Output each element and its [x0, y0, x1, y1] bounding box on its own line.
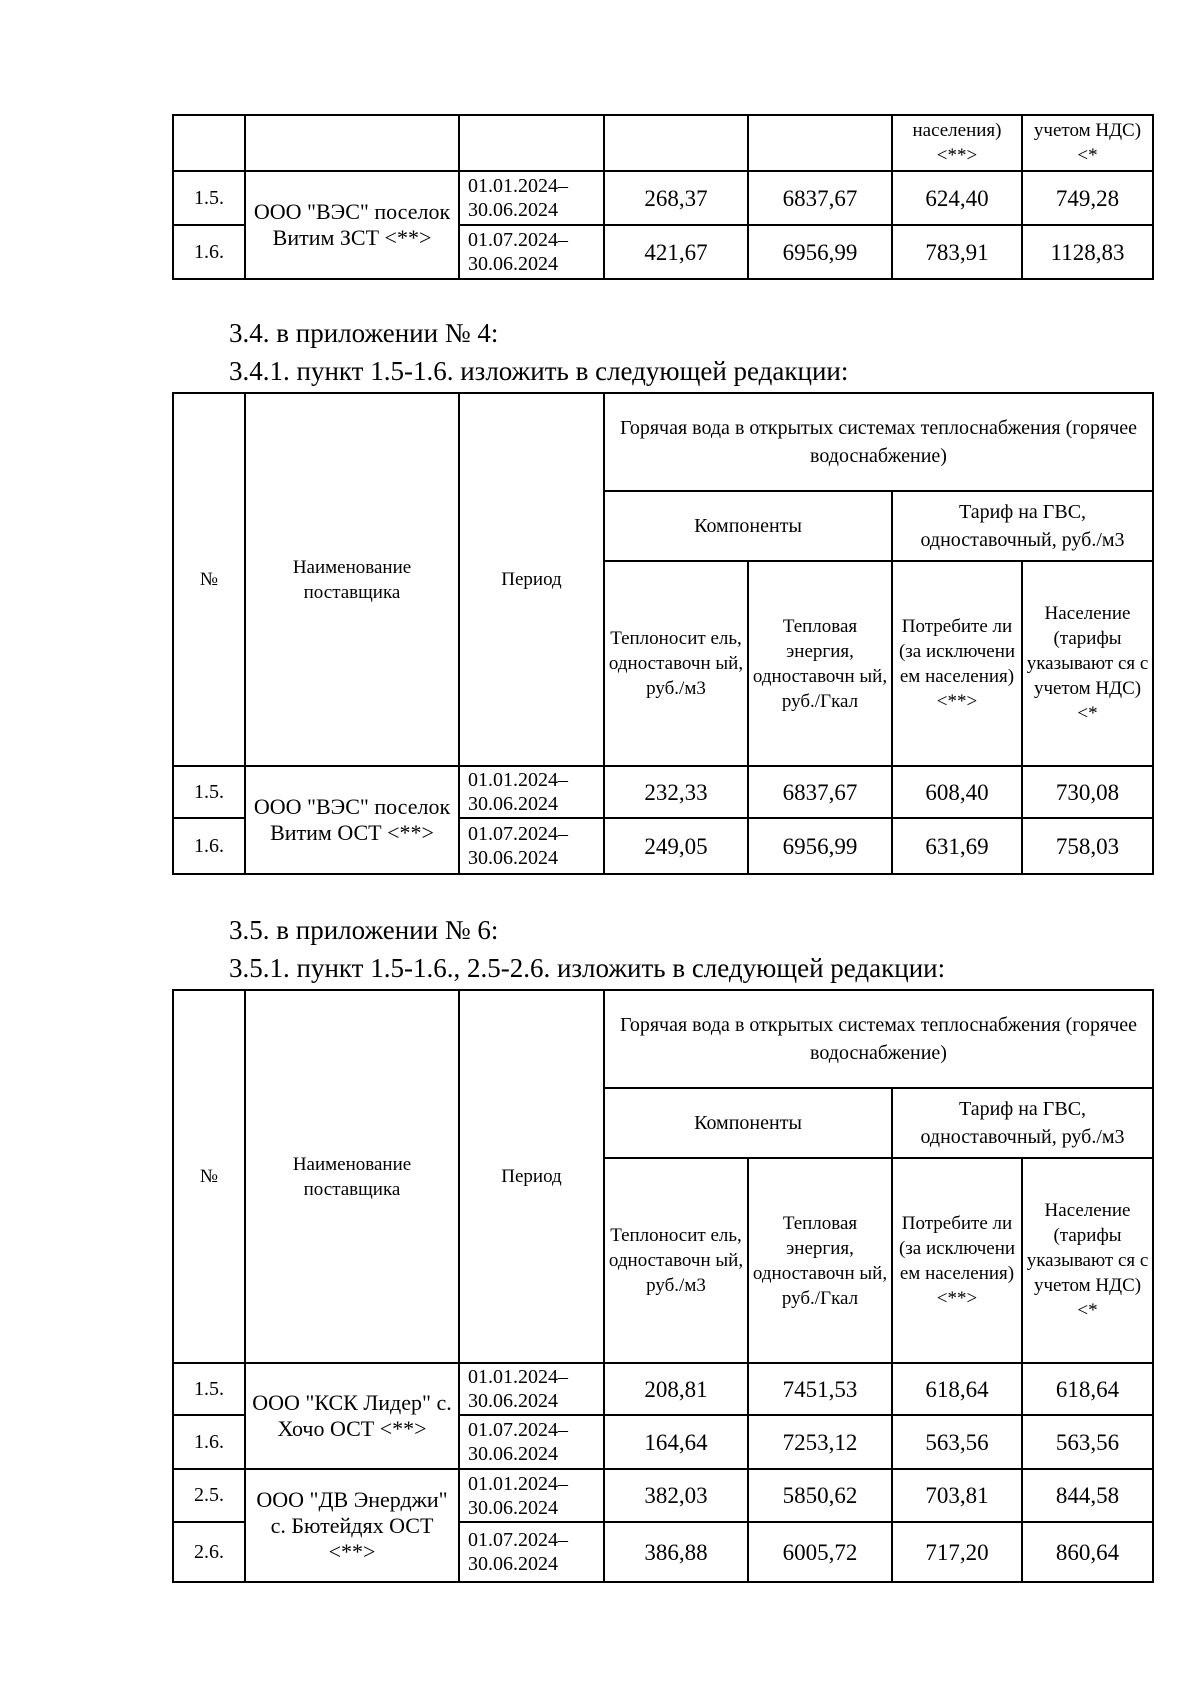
section-subheading-3-4-1: 3.4.1. пункт 1.5-1.6. изложить в следующей редакции: [229, 356, 849, 386]
supplier-name: ООО "ВЭС" поселок Витим ОСТ <**> [245, 766, 459, 874]
row-period: 01.01.2024– 30.06.2024 [459, 1363, 604, 1415]
tariff-table-continued [172, 114, 1154, 280]
tariff-table-appendix-6 [172, 989, 1154, 1583]
row-number: 1.6. [173, 1415, 245, 1469]
header-consumers: Потребите ли (за исключени ем населения) <**> [892, 1158, 1022, 1363]
supplier-name: ООО "ДВ Энерджи" с. Бютейдях ОСТ <**> [245, 1469, 459, 1582]
row-number: 2.5. [173, 1469, 245, 1522]
header-cell [245, 115, 459, 171]
energy-value: 6837,67 [748, 766, 892, 818]
header-cell [748, 115, 892, 171]
header-energy: Тепловая энергия, одноставочн ый, руб./Гкал [748, 561, 892, 766]
row-number: 1.6. [173, 818, 245, 874]
tariff-table-appendix-4 [172, 392, 1154, 875]
carrier-value: 421,67 [604, 225, 748, 279]
header-consumers: Потребите ли (за исключени ем населения) <**> [892, 561, 1022, 766]
header-cell-consumers-tail: населения) <**> [892, 115, 1022, 171]
header-energy: Тепловая энергия, одноставочн ый, руб./Гкал [748, 1158, 892, 1363]
header-components: Компоненты [604, 491, 892, 561]
consumers-value: 618,64 [892, 1363, 1022, 1415]
row-period: 01.01.2024– 30.06.2024 [459, 171, 604, 225]
consumers-value: 624,40 [892, 171, 1022, 225]
table-header-row [173, 990, 1153, 1088]
header-hot-water-group: Горячая вода в открытых системах теплоснабжения (горячее водоснабжение) [604, 393, 1153, 491]
energy-value: 6837,67 [748, 171, 892, 225]
header-number: № [173, 393, 245, 766]
carrier-value: 164,64 [604, 1415, 748, 1469]
population-value: 730,08 [1022, 766, 1153, 818]
population-value: 563,56 [1022, 1415, 1153, 1469]
section-subheading-3-5-1: 3.5.1. пункт 1.5-1.6., 2.5-2.6. изложить в следующей редакции: [229, 953, 946, 983]
row-number: 1.5. [173, 171, 245, 225]
consumers-value: 783,91 [892, 225, 1022, 279]
header-period: Период [459, 393, 604, 766]
section-heading-3-4: 3.4. в приложении № 4: [229, 318, 499, 348]
carrier-value: 382,03 [604, 1469, 748, 1522]
row-number: 1.6. [173, 225, 245, 279]
header-number: № [173, 990, 245, 1363]
population-value: 844,58 [1022, 1469, 1153, 1522]
consumers-value: 631,69 [892, 818, 1022, 874]
population-value: 758,03 [1022, 818, 1153, 874]
table-header-row [173, 115, 1153, 171]
carrier-value: 386,88 [604, 1522, 748, 1582]
row-number: 2.6. [173, 1522, 245, 1582]
row-period: 01.01.2024– 30.06.2024 [459, 766, 604, 818]
energy-value: 6005,72 [748, 1522, 892, 1582]
energy-value: 7451,53 [748, 1363, 892, 1415]
carrier-value: 208,81 [604, 1363, 748, 1415]
carrier-value: 268,37 [604, 171, 748, 225]
header-population: Население (тарифы указывают ся с учетом НДС) <* [1022, 561, 1153, 766]
population-value: 860,64 [1022, 1522, 1153, 1582]
header-carrier: Теплоносит ель, одноставочн ый, руб./м3 [604, 561, 748, 766]
header-cell [173, 115, 245, 171]
table-row [173, 1363, 1153, 1415]
header-cell [604, 115, 748, 171]
table-row [173, 1469, 1153, 1522]
header-population: Население (тарифы указывают ся с учетом НДС) <* [1022, 1158, 1153, 1363]
consumers-value: 608,40 [892, 766, 1022, 818]
energy-value: 6956,99 [748, 225, 892, 279]
row-period: 01.07.2024– 30.06.2024 [459, 818, 604, 874]
carrier-value: 232,33 [604, 766, 748, 818]
row-period: 01.07.2024– 30.06.2024 [459, 1522, 604, 1582]
consumers-value: 563,56 [892, 1415, 1022, 1469]
header-components: Компоненты [604, 1088, 892, 1158]
table-row [173, 766, 1153, 818]
row-period: 01.01.2024– 30.06.2024 [459, 1469, 604, 1522]
consumers-value: 717,20 [892, 1522, 1022, 1582]
carrier-value: 249,05 [604, 818, 748, 874]
table-row [173, 171, 1153, 225]
population-value: 618,64 [1022, 1363, 1153, 1415]
supplier-name: ООО "ВЭС" поселок Витим ЗСТ <**> [245, 171, 459, 279]
row-number: 1.5. [173, 1363, 245, 1415]
header-tariff: Тариф на ГВС, одноставочный, руб./м3 [892, 1088, 1153, 1158]
energy-value: 6956,99 [748, 818, 892, 874]
consumers-value: 703,81 [892, 1469, 1022, 1522]
population-value: 1128,83 [1022, 225, 1153, 279]
header-cell [459, 115, 604, 171]
energy-value: 5850,62 [748, 1469, 892, 1522]
population-value: 749,28 [1022, 171, 1153, 225]
header-cell-population-tail: учетом НДС) <* [1022, 115, 1153, 171]
header-tariff: Тариф на ГВС, одноставочный, руб./м3 [892, 491, 1153, 561]
header-supplier: Наименование поставщика [245, 990, 459, 1363]
header-supplier: Наименование поставщика [245, 393, 459, 766]
header-hot-water-group: Горячая вода в открытых системах теплоснабжения (горячее водоснабжение) [604, 990, 1153, 1088]
energy-value: 7253,12 [748, 1415, 892, 1469]
row-period: 01.07.2024– 30.06.2024 [459, 225, 604, 279]
table-header-row [173, 393, 1153, 491]
header-period: Период [459, 990, 604, 1363]
section-heading-3-5: 3.5. в приложении № 6: [229, 915, 499, 945]
supplier-name: ООО "КСК Лидер" с. Хочо ОСТ <**> [245, 1363, 459, 1469]
header-carrier: Теплоносит ель, одноставочн ый, руб./м3 [604, 1158, 748, 1363]
row-period: 01.07.2024– 30.06.2024 [459, 1415, 604, 1469]
row-number: 1.5. [173, 766, 245, 818]
